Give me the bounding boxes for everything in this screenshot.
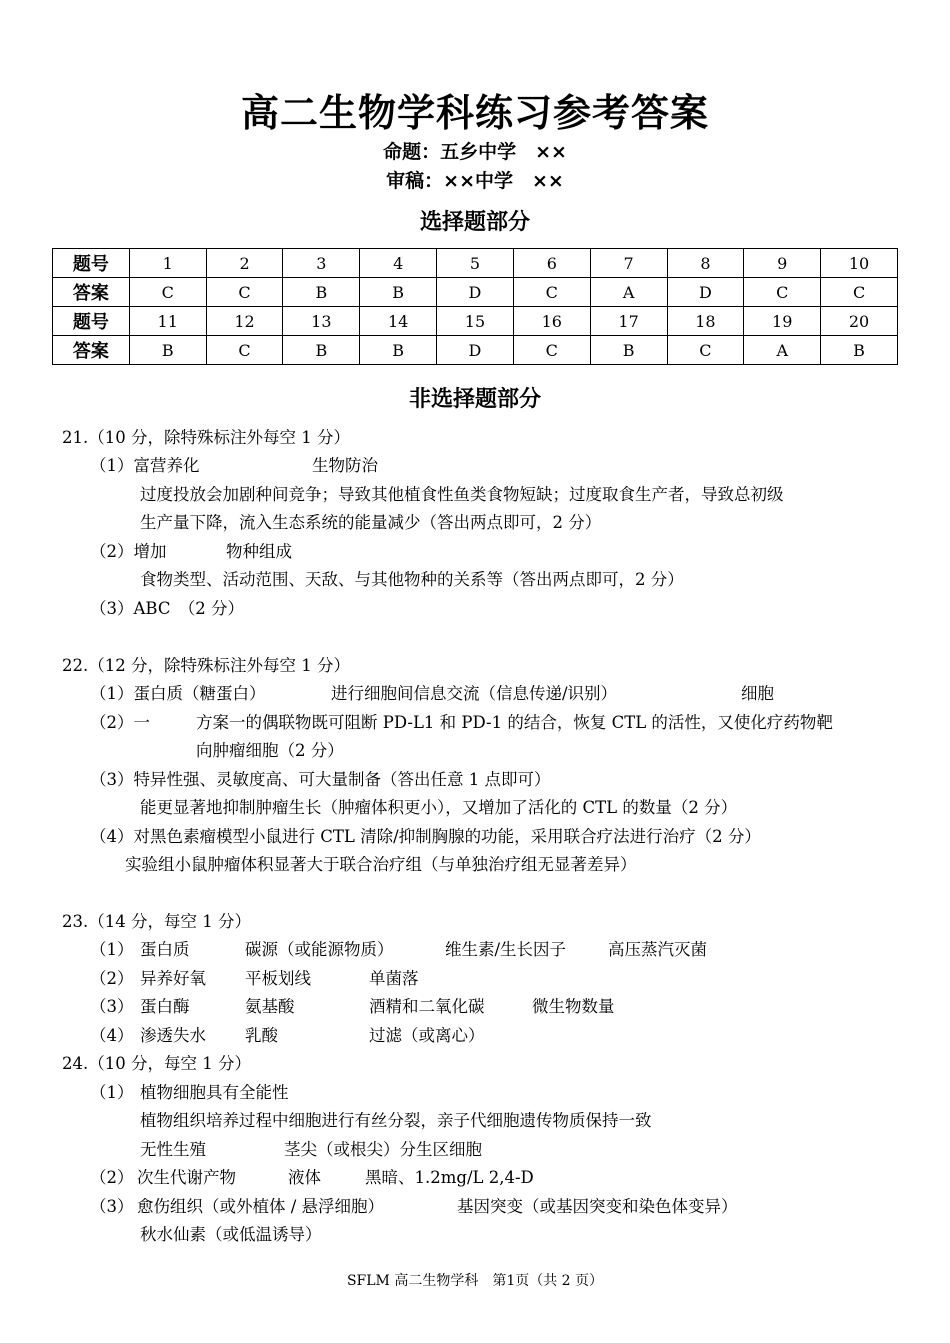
q24-2-label: （2） xyxy=(90,1168,134,1187)
question-number-cell: 2 xyxy=(206,249,283,278)
question-number-cell: 8 xyxy=(667,249,744,278)
q22-1-answer-1: （1）蛋白质（糖蛋白） xyxy=(90,684,266,703)
q23-2-answer-3: 单菌落 xyxy=(369,969,419,988)
question-number-cell: 10 xyxy=(821,249,898,278)
question-number-cell: 5 xyxy=(437,249,514,278)
q23-3-answer-1: 蛋白酶 xyxy=(140,997,190,1016)
question-number-cell: 17 xyxy=(590,307,667,336)
reviewer-line: 审稿：××中学 ×× xyxy=(386,170,564,192)
answer-cell: C xyxy=(129,278,206,307)
row-label-answer: 答案 xyxy=(53,336,130,365)
answer-cell: D xyxy=(437,278,514,307)
q24-2-answer-1: 次生代谢产物 xyxy=(137,1168,236,1187)
q23-1-answer-2: 碳源（或能源物质） xyxy=(245,940,394,959)
q23-2-answer-1: 异养好氧 xyxy=(140,969,206,988)
mc-section-title: 选择题部分 xyxy=(419,210,530,235)
q24-1-answer-2: 植物组织培养过程中细胞进行有丝分裂，亲子代细胞遗传物质保持一致 xyxy=(140,1111,652,1130)
q24-3-answer-1: 愈伤组织（或外植体 / 悬浮细胞） xyxy=(137,1197,385,1216)
question-number-cell: 12 xyxy=(206,307,283,336)
answer-cell: B xyxy=(590,336,667,365)
q23-header: 23.（14 分，每空 1 分） xyxy=(62,912,251,931)
q23-3-label: （3） xyxy=(90,997,134,1016)
q24-1-label: （1） xyxy=(90,1083,134,1102)
question-number-row xyxy=(53,307,898,336)
answer-cell: B xyxy=(360,336,437,365)
q21-1-answer-1: （1）富营养化 xyxy=(90,456,200,475)
answer-cell: C xyxy=(513,278,590,307)
question-number-cell: 18 xyxy=(667,307,744,336)
answer-cell: D xyxy=(667,278,744,307)
answer-cell: A xyxy=(590,278,667,307)
answer-cell: B xyxy=(129,336,206,365)
q22-1-answer-3: 细胞 xyxy=(741,684,774,703)
q21-3-answer: （3）ABC （2 分） xyxy=(90,599,244,618)
q21-2-answer-3: 食物类型、活动范围、天敌、与其他物种的关系等（答出两点即可，2 分） xyxy=(140,570,684,589)
question-number-cell: 1 xyxy=(129,249,206,278)
q23-2-label: （2） xyxy=(90,969,134,988)
q21-header: 21.（10 分，除特殊标注外每空 1 分） xyxy=(62,428,350,447)
q22-4-answer-2: 实验组小鼠肿瘤体积显著大于联合治疗组（与单独治疗组无显著差异） xyxy=(125,855,637,874)
q24-1-answer-4: 茎尖（或根尖）分生区细胞 xyxy=(284,1140,482,1159)
answer-cell: A xyxy=(744,336,821,365)
answer-cell: D xyxy=(437,336,514,365)
answer-cell: B xyxy=(283,336,360,365)
q24-1-answer-1: 植物细胞具有全能性 xyxy=(140,1083,289,1102)
q22-3-answer-1: （3）特异性强、灵敏度高、可大量制备（答出任意 1 点即可） xyxy=(90,770,551,789)
q22-3-answer-2: 能更显著地抑制肿瘤生长（肿瘤体积更小），又增加了活化的 CTL 的数量（2 分） xyxy=(140,798,738,817)
q24-3-label: （3） xyxy=(90,1197,134,1216)
q23-2-answer-2: 平板划线 xyxy=(245,969,311,988)
q23-3-answer-3: 酒精和二氧化碳 xyxy=(369,997,485,1016)
q23-4-answer-1: 渗透失水 xyxy=(140,1026,206,1045)
question-number-cell: 9 xyxy=(744,249,821,278)
q23-1-answer-4: 高压蒸汽灭菌 xyxy=(608,940,707,959)
q24-2-answer-3: 黑暗、1.2mg/L 2,4-D xyxy=(365,1168,534,1187)
answer-cell: C xyxy=(744,278,821,307)
q24-1-answer-3: 无性生殖 xyxy=(140,1140,206,1159)
question-number-cell: 7 xyxy=(590,249,667,278)
q23-4-answer-2: 乳酸 xyxy=(245,1026,278,1045)
question-number-cell: 15 xyxy=(437,307,514,336)
q21-2-answer-2: 物种组成 xyxy=(226,542,292,561)
page-title: 高二生物学科练习参考答案 xyxy=(240,91,709,135)
q22-2-answer-1: （2）一 xyxy=(90,713,150,732)
question-number-cell: 4 xyxy=(360,249,437,278)
answer-cell: C xyxy=(667,336,744,365)
q22-2-answer-2-line1: 方案一的偶联物既可阻断 PD-L1 和 PD-1 的结合，恢复 CTL 的活性，又使化疗药物靶 xyxy=(196,713,833,732)
answer-cell: C xyxy=(206,278,283,307)
answer-row xyxy=(53,278,898,307)
q24-2-answer-2: 液体 xyxy=(288,1168,321,1187)
question-number-cell: 13 xyxy=(283,307,360,336)
question-number-cell: 16 xyxy=(513,307,590,336)
q21-1-answer-3-line1: 过度投放会加剧种间竞争；导致其他植食性鱼类食物短缺；过度取食生产者，导致总初级 xyxy=(140,485,784,504)
row-label-answer: 答案 xyxy=(53,278,130,307)
q23-3-answer-2: 氨基酸 xyxy=(245,997,295,1016)
question-number-row xyxy=(53,249,898,278)
question-number-cell: 14 xyxy=(360,307,437,336)
mc-answer-table xyxy=(52,248,898,365)
answer-row xyxy=(53,336,898,365)
q24-3-answer-3: 秋水仙素（或低温诱导） xyxy=(140,1225,322,1244)
q23-3-answer-4: 微生物数量 xyxy=(532,997,615,1016)
q23-4-label: （4） xyxy=(90,1026,134,1045)
page-footer: SFLM 高二生物学科 第1页（共 2 页） xyxy=(346,1273,604,1289)
q21-1-answer-3-line2: 生产量下降，流入生态系统的能量减少（答出两点即可，2 分） xyxy=(140,513,602,532)
question-number-cell: 11 xyxy=(129,307,206,336)
q24-header: 24.（10 分，每空 1 分） xyxy=(62,1054,251,1073)
proposer-line: 命题：五乡中学 ×× xyxy=(383,141,567,163)
nonmc-section-title: 非选择题部分 xyxy=(408,387,541,412)
q24-3-answer-2: 基因突变（或基因突变和染色体变异） xyxy=(457,1197,738,1216)
answer-cell: C xyxy=(821,278,898,307)
question-number-cell: 20 xyxy=(821,307,898,336)
question-number-cell: 19 xyxy=(744,307,821,336)
q22-2-answer-2-line2: 向肿瘤细胞（2 分） xyxy=(196,741,344,760)
q22-1-answer-2: 进行细胞间信息交流（信息传递/识别） xyxy=(331,684,618,703)
answer-cell: B xyxy=(360,278,437,307)
q23-4-answer-3: 过滤（或离心） xyxy=(369,1026,485,1045)
row-label-question-number: 题号 xyxy=(53,249,130,278)
q21-1-answer-2: 生物防治 xyxy=(312,456,378,475)
answer-cell: C xyxy=(513,336,590,365)
answer-cell: B xyxy=(821,336,898,365)
q23-1-answer-1: 蛋白质 xyxy=(140,940,190,959)
q22-header: 22.（12 分，除特殊标注外每空 1 分） xyxy=(62,656,350,675)
answer-cell: B xyxy=(283,278,360,307)
q22-4-answer-1: （4）对黑色素瘤模型小鼠进行 CTL 清除/抑制胸腺的功能，采用联合疗法进行治疗（2 分） xyxy=(90,827,761,846)
q23-1-label: （1） xyxy=(90,940,134,959)
row-label-question-number: 题号 xyxy=(53,307,130,336)
question-number-cell: 3 xyxy=(283,249,360,278)
q23-1-answer-3: 维生素/生长因子 xyxy=(445,940,567,959)
q21-2-answer-1: （2）增加 xyxy=(90,542,167,561)
question-number-cell: 6 xyxy=(513,249,590,278)
answer-cell: C xyxy=(206,336,283,365)
